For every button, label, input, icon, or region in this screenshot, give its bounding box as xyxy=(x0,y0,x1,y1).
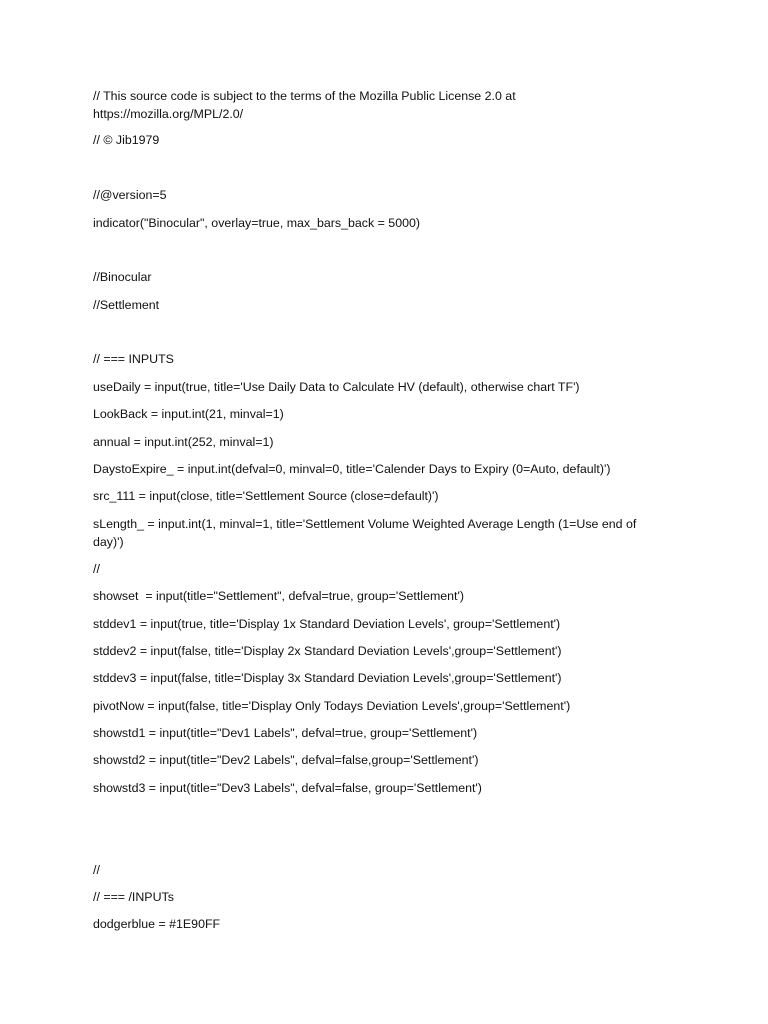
code-line-stddev1: stddev1 = input(true, title='Display 1x Standard Deviation Levels', group='Settlement') xyxy=(93,617,561,631)
code-line-comment: //Binocular xyxy=(93,270,152,284)
code-line-stddev2: stddev2 = input(false, title='Display 2x Standard Deviation Levels',group='Settlement') xyxy=(93,644,562,658)
code-line-comment: //Settlement xyxy=(93,298,160,312)
code-line-showstd1: showstd1 = input(title="Dev1 Labels", defval=true, group='Settlement') xyxy=(93,726,478,740)
code-line-license: // This source code is subject to the terms of the Mozilla Public License 2.0 at https://mozilla.org/MPL/2.0/ xyxy=(93,89,516,121)
code-line-pivotnow: pivotNow = input(false, title='Display Only Todays Deviation Levels',group='Settlement') xyxy=(93,699,571,713)
code-line-slength: sLength_ = input.int(1, minval=1, title='Settlement Volume Weighted Average Length (1=Use end of day)') xyxy=(93,517,637,549)
code-line-dodgerblue: dodgerblue = #1E90FF xyxy=(93,917,221,931)
code-line-showstd2: showstd2 = input(title="Dev2 Labels", defval=false,group='Settlement') xyxy=(93,753,479,767)
code-line-indicator: indicator("Binocular", overlay=true, max_bars_back = 5000) xyxy=(93,216,420,230)
code-line-inputs-header: // === INPUTS xyxy=(93,352,174,366)
code-line-stddev3: stddev3 = input(false, title='Display 3x Standard Deviation Levels',group='Settlement') xyxy=(93,671,562,685)
code-line-daystoexpire: DaystoExpire_ = input.int(defval=0, minval=0, title='Calender Days to Expiry (0=Auto, default)') xyxy=(93,462,611,476)
code-line-version: //@version=5 xyxy=(93,188,167,202)
code-line-usedaily: useDaily = input(true, title='Use Daily Data to Calculate HV (default), otherwise chart TF') xyxy=(93,380,580,394)
code-line-comment: // xyxy=(93,863,100,877)
code-line-lookback: LookBack = input.int(21, minval=1) xyxy=(93,407,284,421)
code-line-comment: // xyxy=(93,562,100,576)
code-line-showset: showset = input(title="Settlement", defval=true, group='Settlement') xyxy=(93,589,464,603)
code-line-inputs-footer: // === /INPUTs xyxy=(93,890,174,904)
code-line-src: src_111 = input(close, title='Settlement Source (close=default)') xyxy=(93,489,439,503)
code-line-copyright: // © Jib1979 xyxy=(93,133,160,147)
code-line-showstd3: showstd3 = input(title="Dev3 Labels", defval=false, group='Settlement') xyxy=(93,781,482,795)
code-line-annual: annual = input.int(252, minval=1) xyxy=(93,435,274,449)
